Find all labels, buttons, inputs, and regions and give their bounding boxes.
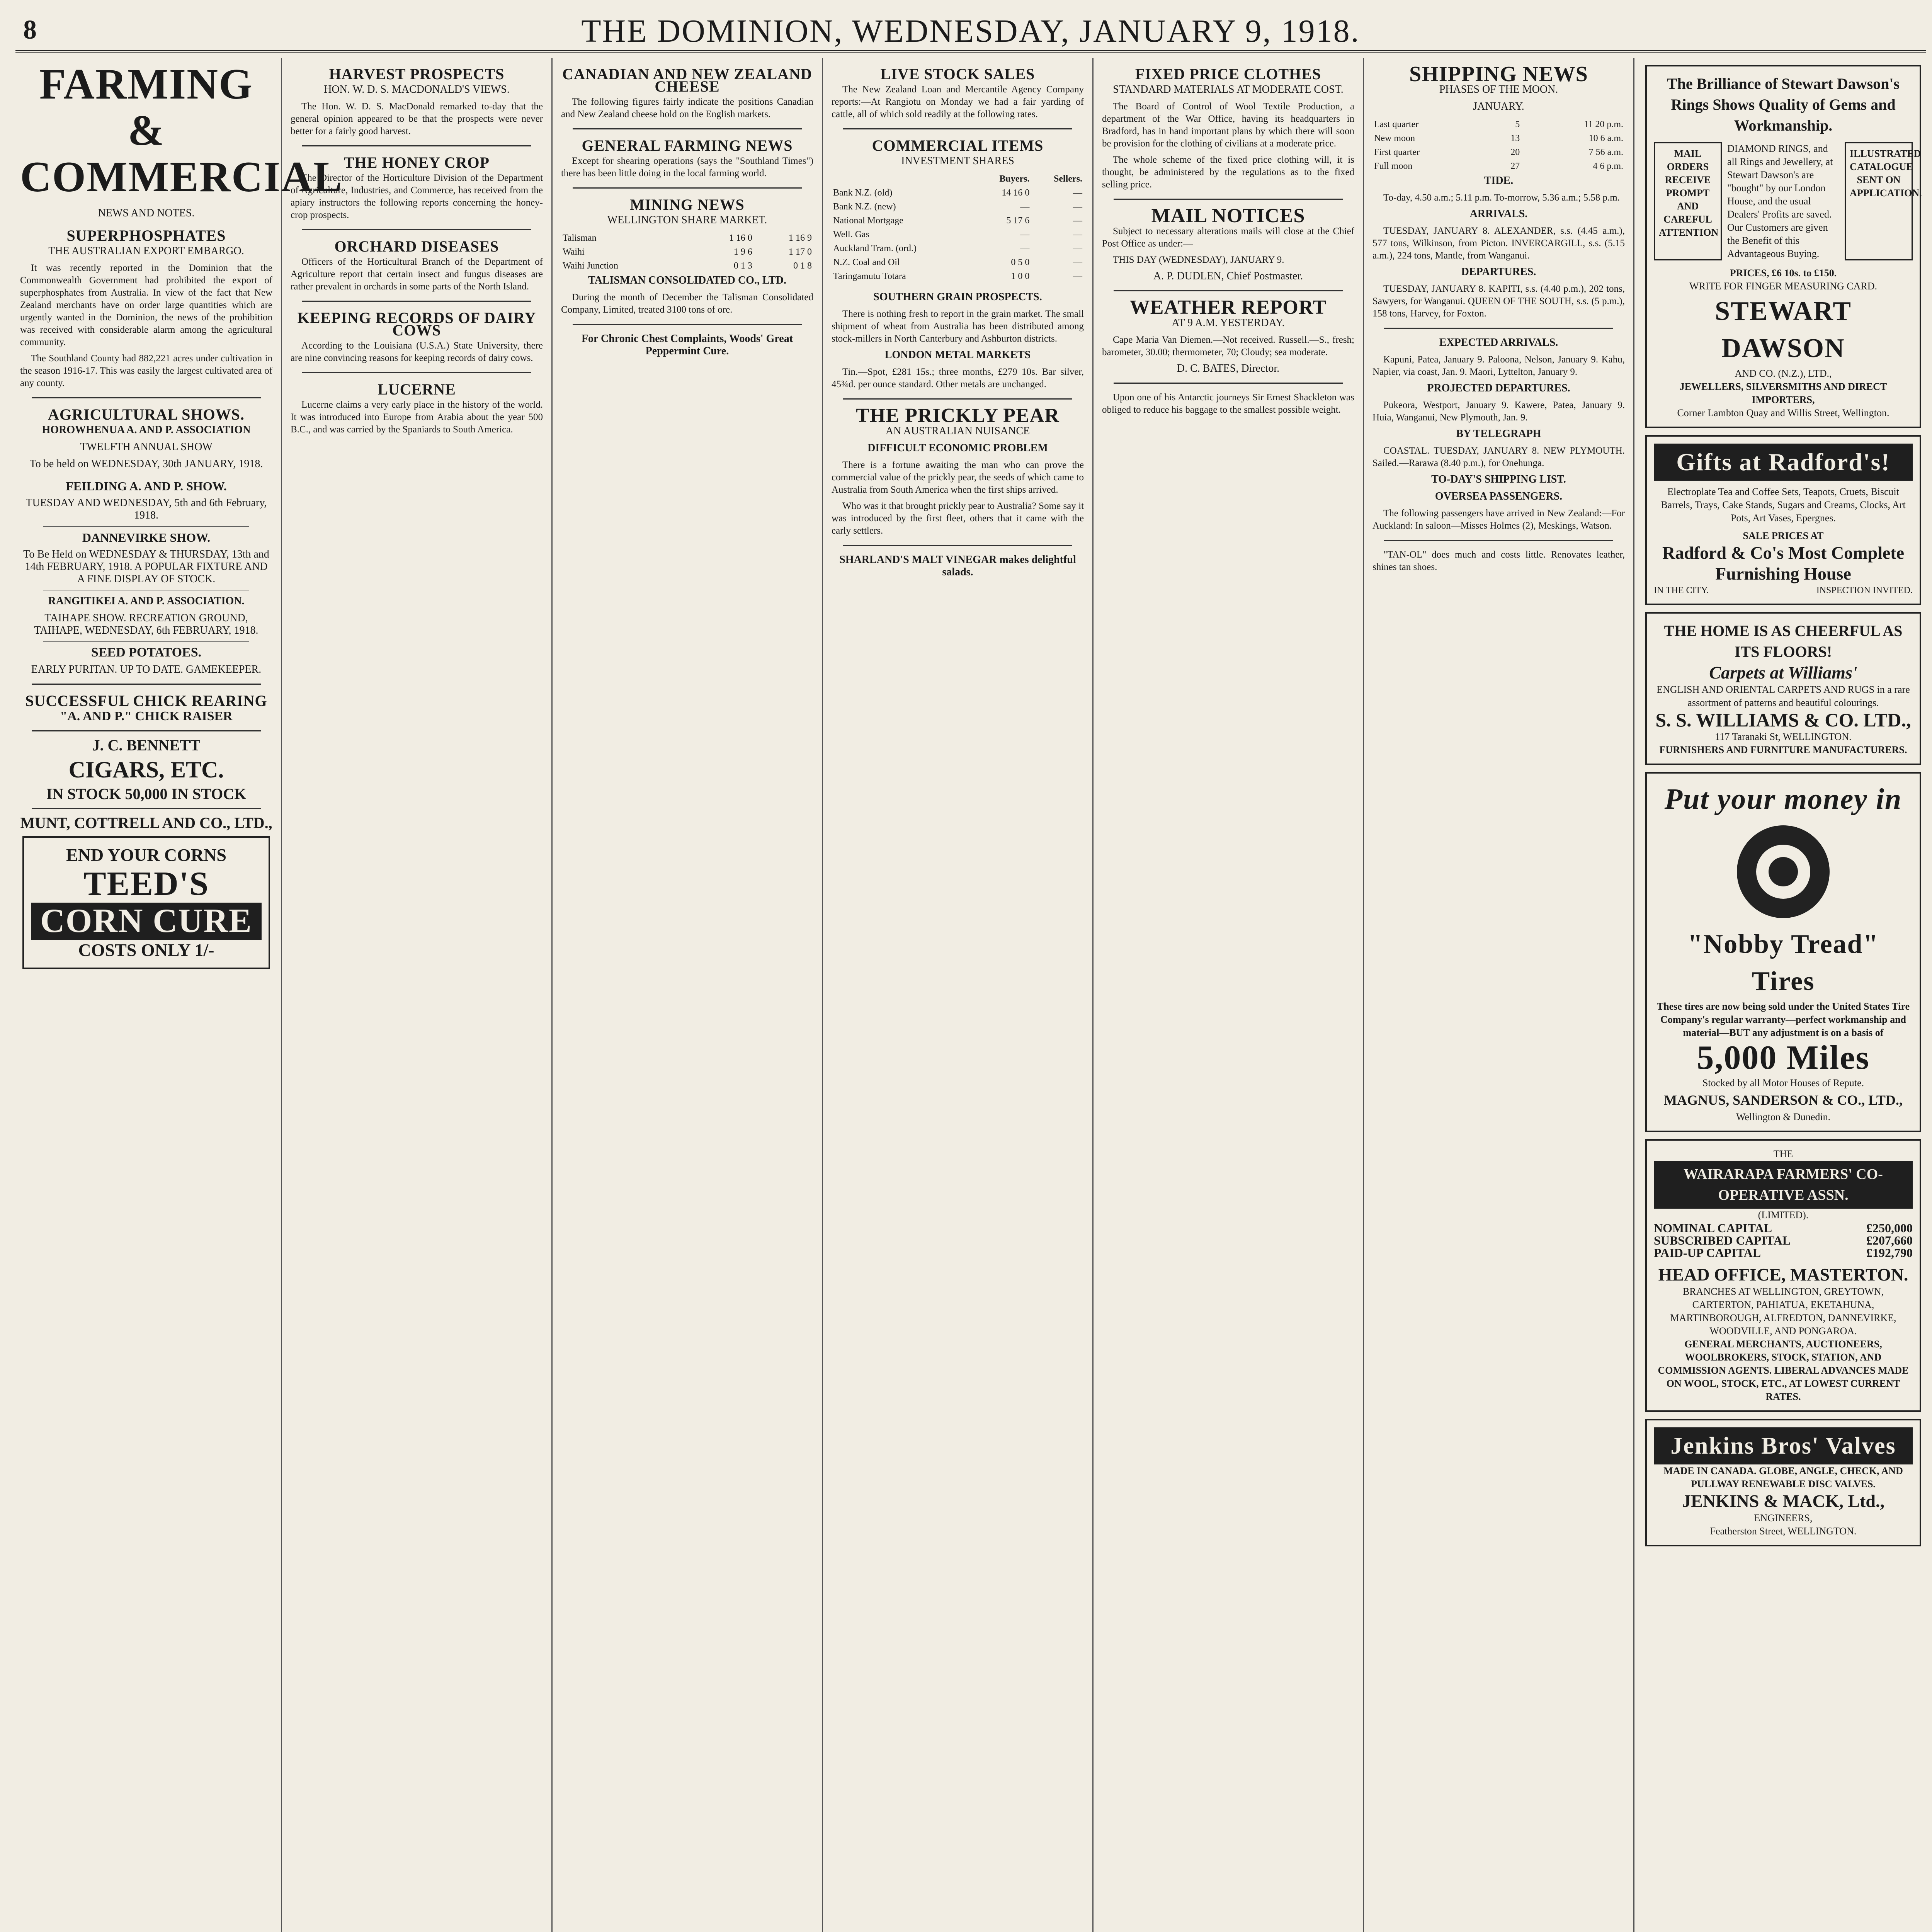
wairarapa-services: GENERAL MERCHANTS, AUCTIONEERS, WOOLBROKERS, STOCK, STATION, AND COMMISSION AGENTS. LIBERAL ADVANCES MADE ON WOOL, STOCK, ETC., AT LOWEST CURRENT RATES.: [1658, 1338, 1909, 1402]
stewart-dawson-ad: [1645, 65, 1921, 428]
livestock-paragraph: The New Zealand Loan and Mercantile Agency Company reports:—At Rangiotu on Monday we had a fair yarding of cattle, all of which sold readily at the following rates.: [832, 84, 1084, 119]
show-text: TUESDAY AND WEDNESDAY, 5th and 6th February, 1918.: [26, 497, 267, 521]
column-advertisements: [1634, 58, 1932, 1932]
mining-sellers: 1 16 9: [789, 233, 812, 243]
column-header: Buyers.: [999, 174, 1030, 184]
column-header: Sellers.: [1054, 174, 1082, 184]
honey-heading: THE HONEY CROP: [344, 154, 490, 171]
share-sellers: —: [1073, 271, 1082, 281]
divider: [1114, 199, 1343, 200]
table-row: [832, 269, 1084, 283]
livestock-heading: LIVE STOCK SALES: [880, 65, 1035, 83]
newspaper-title: THE DOMINION, WEDNESDAY, JANUARY 9, 1918.: [581, 13, 1360, 49]
dawson-text: DIAMOND RINGS, and all Rings and Jewellery, at Stewart Dawson's are "bought" by our London House, and the usual Dealers' Profits are saved. Our Customers are given the Benefit of this Advantageous Buying.: [1727, 143, 1833, 259]
harvest-heading: HARVEST PROSPECTS: [329, 65, 505, 83]
show-text: To be held on WEDNESDAY, 30th JANUARY, 1918.: [29, 458, 263, 470]
share-sellers: —: [1073, 202, 1082, 212]
divider: [43, 641, 249, 642]
table-row: [1372, 117, 1625, 131]
jenkins-text: MADE IN CANADA. GLOBE, ANGLE, CHECK, AND PULLWAY RENEWABLE DISC VALVES.: [1663, 1465, 1903, 1490]
tire-text: These tires are now being sold under the United States Tire Company's regular warranty—perfect workmanship and material—BUT any adjustment is on a basis of: [1656, 1001, 1910, 1038]
passengers-heading: OVERSEA PASSENGERS.: [1435, 490, 1563, 502]
records-heading: KEEPING RECORDS OF DAIRY COWS: [297, 309, 536, 339]
moon-month: JANUARY.: [1473, 100, 1524, 112]
moon-day: 20: [1510, 147, 1520, 157]
grain-paragraph: There is nothing fresh to report in the grain market. The small shipment of wheat from Australia has been distributed among stock-millers in North Canterbury and Ashburton districts.: [832, 309, 1084, 344]
shackleton-paragraph: Upon one of his Antarctic journeys Sir Ernest Shackleton was obliged to reduce his baggage to the smallest possible weight.: [1102, 392, 1354, 415]
column-cheese: [553, 58, 823, 1932]
dawson-mail-orders: MAIL ORDERS RECEIVE PROMPT AND CAREFUL ATTENTION: [1654, 142, 1722, 260]
records-paragraph: According to the Louisiana (U.S.A.) State University, there are nine convincing reasons for keeping records of dairy cows.: [291, 340, 543, 363]
projected-heading: PROJECTED DEPARTURES.: [1427, 382, 1570, 394]
share-sellers: —: [1073, 257, 1082, 267]
corn-heading: END YOUR CORNS: [66, 845, 226, 865]
mining-name: Waihi Junction: [563, 261, 619, 271]
share-name: Bank N.Z. (old): [833, 188, 893, 198]
dawson-catalogue: ILLUSTRATED CATALOGUE SENT ON APPLICATION.: [1845, 142, 1913, 260]
column-shipping: [1364, 58, 1634, 1932]
pear-subheading-2: DIFFICULT ECONOMIC PROBLEM: [867, 442, 1048, 454]
shipping-heading: SHIPPING NEWS: [1409, 62, 1588, 86]
harvest-subheading: HON. W. D. S. MACDONALD'S VIEWS.: [324, 83, 510, 95]
radford-sale: SALE PRICES AT: [1743, 530, 1824, 541]
moon-heading: PHASES OF THE MOON.: [1439, 83, 1558, 95]
mining-name: Waihi: [563, 247, 585, 257]
tire-stock: Stocked by all Motor Houses of Repute.: [1702, 1077, 1864, 1088]
mining-sellers: 1 17 0: [789, 247, 812, 257]
seed-text: EARLY PURITAN. UP TO DATE. GAMEKEEPER.: [31, 663, 262, 675]
share-sellers: —: [1073, 230, 1082, 240]
weather-heading: WEATHER REPORT: [1129, 296, 1327, 318]
column-clothes: [1094, 58, 1364, 1932]
chick-brand: "A. AND P." CHICK RAISER: [60, 709, 233, 723]
capital-value: £207,660: [1866, 1233, 1913, 1247]
mail-heading: MAIL NOTICES: [1151, 205, 1305, 227]
radford-inspection: INSPECTION INVITED.: [1816, 585, 1913, 595]
nobby-tread-ad: [1645, 772, 1921, 1132]
table-header-row: [832, 172, 1084, 186]
masthead: [15, 8, 1926, 53]
divider: [32, 730, 261, 731]
moon-time: 7 56 a.m.: [1588, 147, 1623, 157]
farming-heading: GENERAL FARMING NEWS: [582, 137, 793, 154]
dawson-prices: PRICES, £6 10s. to £150.: [1730, 267, 1837, 279]
column-livestock: [823, 58, 1094, 1932]
share-name: Bank N.Z. (new): [833, 202, 896, 212]
show-title: FEILDING A. AND P. SHOW.: [66, 479, 227, 493]
capital-label: SUBSCRIBED CAPITAL: [1654, 1233, 1791, 1247]
column-harvest: [282, 58, 553, 1932]
jenkins-title: Jenkins Bros' Valves: [1654, 1427, 1913, 1464]
dawson-address: Corner Lambton Quay and Willis Street, Wellington.: [1677, 407, 1889, 418]
tire-miles: 5,000 Miles: [1697, 1039, 1870, 1077]
wairarapa-office: HEAD OFFICE, MASTERTON.: [1658, 1265, 1908, 1284]
williams-heading: THE HOME IS AS CHEERFUL AS ITS FLOORS!: [1664, 622, 1903, 660]
share-name: N.Z. Coal and Oil: [833, 257, 900, 267]
metal-heading: LONDON METAL MARKETS: [884, 349, 1031, 361]
divider: [1114, 383, 1343, 384]
cheese-paragraph: The following figures fairly indicate the positions Canadian and New Zealand cheese hold on the English markets.: [561, 97, 813, 119]
tire-heading: Put your money in: [1664, 783, 1902, 815]
divider: [843, 545, 1072, 546]
page-number: 8: [23, 15, 37, 45]
williams-subheading: Carpets at Williams': [1709, 663, 1857, 682]
jenkins-trade: ENGINEERS,: [1754, 1512, 1813, 1524]
share-buyers: 1 0 0: [1011, 271, 1030, 281]
orchard-paragraph: Officers of the Horticultural Branch of the Department of Agriculture report that certain insect and fungus diseases are rather prevalent in orchards in some parts of the North Island.: [291, 257, 543, 292]
moon-phase: New moon: [1374, 133, 1415, 143]
telegraph-heading: BY TELEGRAPH: [1456, 428, 1541, 440]
divider: [32, 684, 261, 685]
wairarapa-ad: [1645, 1139, 1921, 1412]
moon-day: 27: [1510, 161, 1520, 171]
table-row: [1372, 145, 1625, 159]
corn-price: COSTS ONLY 1/-: [78, 940, 214, 960]
expected-text: Kapuni, Patea, January 9. Paloona, Nelson, January 9. Kahu, Napier, via coast, Jan. 9. Maori, Lyttelton, January 9.: [1372, 354, 1625, 377]
clothes-paragraph: The Board of Control of Wool Textile Production, a department of the War Office, having its headquarters in Bradford, has in hand important plans by which there will soon be provision for the clothing of civilians at a moderate price.: [1102, 101, 1354, 149]
moon-phase: First quarter: [1374, 147, 1420, 157]
show-text: TAIHAPE SHOW. RECREATION GROUND, TAIHAPE, WEDNESDAY, 6th FEBRUARY, 1918.: [34, 612, 259, 636]
lucerne-paragraph: Lucerne claims a very early place in the history of the world. It was introduced into Europe from Arabia about the year 500 B.C., and was carried by the Spaniards to South America.: [291, 400, 543, 435]
share-buyers: 5 17 6: [1006, 216, 1030, 226]
share-buyers: —: [1020, 243, 1030, 253]
divider: [32, 808, 261, 809]
moon-time: 10 6 a.m.: [1588, 133, 1623, 143]
share-name: Well. Gas: [833, 230, 870, 240]
super-subheading: THE AUSTRALIAN EXPORT EMBARGO.: [48, 245, 244, 257]
mining-sellers: 0 1 8: [793, 261, 812, 271]
share-buyers: —: [1020, 230, 1030, 240]
projected-text: Pukeora, Westport, January 9. Kawere, Patea, January 9. Huia, Wanganui, New Plymouth, Jan. 9.: [1372, 400, 1625, 423]
divider: [302, 372, 531, 373]
moon-phase: Last quarter: [1374, 119, 1419, 129]
cigar-stock: IN STOCK 50,000 IN STOCK: [46, 785, 247, 803]
super-paragraph: It was recently reported in the Dominion that the Commonwealth Government had prohibited the export of superphosphates from Australia. In view of the fact that New Zealand merchants have on order large quantities which are urgently wanted in the Dominion, the news of the prohibition was received with considerable alarm among the agricultural community.: [20, 263, 272, 347]
shares-table: [832, 172, 1084, 283]
mining-buyers: 1 9 6: [733, 247, 752, 257]
moon-day: 5: [1515, 119, 1520, 129]
grain-heading: SOUTHERN GRAIN PROSPECTS.: [873, 291, 1042, 303]
tire-icon: [1733, 821, 1833, 922]
moon-table: [1372, 117, 1625, 173]
tire-city: Wellington & Dunedin.: [1736, 1111, 1831, 1122]
super-paragraph: The Southland County had 882,221 acres under cultivation in the season 1916-17. This was easily the largest cultivated area of any county.: [20, 353, 272, 388]
capital-label: PAID-UP CAPITAL: [1654, 1246, 1761, 1260]
arrivals-heading: ARRIVALS.: [1469, 208, 1528, 220]
share-sellers: —: [1073, 243, 1082, 253]
mail-paragraph: Subject to necessary alterations mails will close at the Chief Post Office as under:—: [1102, 226, 1354, 249]
column-farming: [12, 58, 343, 1932]
mining-subheading: WELLINGTON SHARE MARKET.: [607, 214, 767, 226]
table-row: [832, 228, 1084, 242]
weather-subheading: AT 9 A.M. YESTERDAY.: [1172, 317, 1285, 329]
tire-agents: MAGNUS, SANDERSON & CO., LTD.,: [1664, 1092, 1903, 1108]
jenkins-address: Featherston Street, WELLINGTON.: [1710, 1526, 1857, 1537]
williams-trade: FURNISHERS AND FURNITURE MANUFACTURERS.: [1659, 744, 1907, 755]
weather-paragraph: Cape Maria Van Diemen.—Not received. Russell.—S., fresh; barometer, 30.00; thermometer, 70; Cloudy; sea moderate.: [1102, 335, 1354, 357]
dawson-name: STEWART DAWSON: [1715, 296, 1852, 363]
show-subtitle: TWELFTH ANNUAL SHOW: [80, 441, 213, 453]
show-title: DANNEVIRKE SHOW.: [82, 531, 211, 544]
capital-value: £250,000: [1866, 1221, 1913, 1235]
wairarapa-limited: (LIMITED).: [1758, 1209, 1809, 1221]
farming-paragraph: Except for shearing operations (says the "Southland Times") there has been little doing in the local farming world.: [561, 156, 813, 179]
mining-table: [561, 231, 813, 273]
clothes-subheading: STANDARD MATERIALS AT MODERATE COST.: [1113, 83, 1344, 95]
table-row: [832, 186, 1084, 200]
table-row: [1372, 159, 1625, 173]
divider: [843, 128, 1072, 129]
vinegar-note: SHARLAND'S MALT VINEGAR makes delightful salads.: [839, 554, 1076, 578]
table-row: [832, 200, 1084, 214]
divider: [573, 128, 802, 129]
wairarapa-branches: BRANCHES AT WELLINGTON, GREYTOWN, CARTERTON, PAHIATUA, EKETAHUNA, MARTINBOROUGH, ALFREDTON, DANNEVIRKE, WOODVILLE, AND PONGAROA.: [1670, 1286, 1896, 1337]
weather-signature: D. C. BATES, Director.: [1177, 362, 1280, 374]
tan-ol-notice: "TAN-OL" does much and costs little. Renovates leather, shines tan shoes.: [1372, 549, 1625, 572]
mining-heading: MINING NEWS: [630, 196, 745, 213]
shows-heading: AGRICULTURAL SHOWS.: [48, 406, 245, 423]
share-name: National Mortgage: [833, 216, 903, 226]
share-name: Auckland Tram. (ord.): [833, 243, 917, 253]
telegraph-text: COASTAL. TUESDAY, JANUARY 8. NEW PLYMOUTH. Sailed.—Rarawa (8.40 p.m.), for Onehunga.: [1372, 446, 1625, 468]
talisman-paragraph: During the month of December the Talisman Consolidated Company, Limited, treated 3100 tons of ore.: [561, 292, 813, 315]
honey-paragraph: The Director of the Horticulture Division of the Department of Agriculture, Industries, and Commerce, has received from the apiary instructors the following reports concerning the honey-crop prospects.: [291, 173, 543, 220]
orchard-heading: ORCHARD DISEASES: [334, 238, 499, 255]
table-row: [561, 231, 813, 245]
divider: [302, 229, 531, 230]
share-name: Taringamutu Totara: [833, 271, 906, 281]
seed-title: SEED POTATOES.: [91, 645, 202, 660]
pepper-note: For Chronic Chest Complaints, Woods' Great Peppermint Cure.: [581, 333, 793, 357]
departures-heading: DEPARTURES.: [1461, 266, 1536, 278]
divider: [1384, 540, 1613, 541]
share-buyers: 14 16 0: [1002, 188, 1030, 198]
pear-heading: THE PRICKLY PEAR: [856, 405, 1060, 427]
mining-name: Talisman: [563, 233, 597, 243]
radford-text: Electroplate Tea and Coffee Sets, Teapots, Cruets, Biscuit Barrels, Trays, Cake Stands, Sugars and Creams, Clocks, Art Pots, Art Vases, Epergnes.: [1661, 486, 1906, 524]
section-title: FARMING & COMMERCIAL: [20, 60, 343, 201]
mail-signature: A. P. DUDLEN, Chief Postmaster.: [1153, 270, 1303, 282]
metal-paragraph: Tin.—Spot, £281 15s.; three months, £279 10s. Bar silver, 45¾d. per ounce standard. Other metals are unchanged.: [832, 367, 1084, 389]
divider: [43, 526, 249, 527]
passengers-text: The following passengers have arrived in New Zealand:—For Auckland: In saloon—Misses Holmes (2), Meskings, Watson.: [1372, 508, 1625, 531]
cheese-heading: CANADIAN AND NEW ZEALAND CHEESE: [562, 65, 812, 95]
chick-heading: SUCCESSFUL CHICK REARING: [25, 692, 267, 709]
dawson-title: The Brilliance of Stewart Dawson's Rings Shows Quality of Gems and Workmanship.: [1667, 75, 1900, 134]
arrivals-text: TUESDAY, JANUARY 8. ALEXANDER, s.s. (4.45 a.m.), 577 tons, Wilkinson, from Picton. INVERCARGILL, s.s. (5.15 a.m.), 224 tons, Mantle, from Wanganui.: [1372, 226, 1625, 261]
divider: [573, 187, 802, 189]
table-row: [832, 255, 1084, 269]
mining-buyers: 1 16 0: [729, 233, 752, 243]
wairarapa-name: WAIRARAPA FARMERS' CO-OPERATIVE ASSN.: [1654, 1161, 1913, 1209]
divider: [32, 397, 261, 398]
jenkins-ad: [1645, 1419, 1921, 1546]
share-buyers: —: [1020, 202, 1030, 212]
pear-paragraph: There is a fortune awaiting the man who can prove the commercial value of the prickly pear, the seeds of which came to Australia from South America when the first ships arrived.: [832, 460, 1084, 495]
tire-brand: "Nobby Tread" Tires: [1687, 929, 1879, 996]
table-row: [561, 245, 813, 259]
mail-paragraph: THIS DAY (WEDNESDAY), JANUARY 9.: [1113, 255, 1284, 265]
munt-name: MUNT, COTTRELL AND CO., LTD.,: [20, 814, 272, 832]
cigar-heading: CIGARS, ETC.: [68, 757, 224, 782]
divider: [1384, 328, 1613, 329]
commercial-heading: COMMERCIAL ITEMS: [872, 137, 1044, 154]
divider: [302, 301, 531, 302]
capital-label: NOMINAL CAPITAL: [1654, 1221, 1772, 1235]
capital-value: £192,790: [1866, 1246, 1913, 1260]
cigar-merchant: J. C. BENNETT: [92, 736, 201, 754]
show-title: HOROWHENUA A. AND P. ASSOCIATION: [42, 424, 251, 436]
expected-heading: EXPECTED ARRIVALS.: [1439, 337, 1558, 349]
moon-phase: Full moon: [1374, 161, 1413, 171]
williams-name: S. S. WILLIAMS & CO. LTD.,: [1655, 709, 1911, 731]
moon-time: 11 20 p.m.: [1584, 119, 1623, 129]
table-row: [1372, 131, 1625, 145]
wairarapa-the: THE: [1773, 1148, 1793, 1160]
pear-paragraph: Who was it that brought prickly pear to Australia? Some say it was introduced by the first fleet, others that it came with the early settlers.: [832, 501, 1084, 536]
corn-cure-ad: [22, 836, 270, 969]
shares-subheading: INVESTMENT SHARES: [901, 155, 1014, 167]
show-title: RANGITIKEI A. AND P. ASSOCIATION.: [48, 595, 245, 607]
dawson-company: AND CO. (N.Z.), LTD.,: [1735, 368, 1832, 379]
lucerne-heading: LUCERNE: [378, 381, 456, 398]
williams-text: ENGLISH AND ORIENTAL CARPETS AND RUGS in a rare assortment of patterns and beautiful colourings.: [1656, 684, 1910, 708]
williams-address: 117 Taranaki St, WELLINGTON.: [1715, 731, 1852, 742]
jenkins-agents: JENKINS & MACK, Ltd.,: [1682, 1491, 1884, 1511]
pear-subheading: AN AUSTRALIAN NUISANCE: [885, 425, 1030, 437]
tide-text: To-day, 4.50 a.m.; 5.11 p.m. To-morrow, 5.36 a.m.; 5.58 p.m.: [1383, 192, 1620, 203]
shipping-list-heading: TO-DAY'S SHIPPING LIST.: [1431, 473, 1566, 485]
radford-ad: [1645, 435, 1921, 605]
divider: [302, 145, 531, 146]
divider: [573, 324, 802, 325]
clothes-paragraph: The whole scheme of the fixed price clothing will, it is thought, be administered by the regulations as to the fixed selling price.: [1102, 155, 1354, 190]
departures-text: TUESDAY, JANUARY 8. KAPITI, s.s. (4.40 p.m.), 202 tons, Sawyers, for Wanganui. QUEEN OF THE SOUTH, s.s. (5 p.m.), 158 tons, Harvey, for Foxton.: [1372, 284, 1625, 319]
radford-city: IN THE CITY.: [1654, 585, 1709, 595]
moon-day: 13: [1510, 133, 1520, 143]
divider: [843, 398, 1072, 400]
table-row: [832, 214, 1084, 228]
clothes-heading: FIXED PRICE CLOTHES: [1135, 65, 1321, 83]
corn-brand: TEED'S: [83, 865, 209, 903]
talisman-heading: TALISMAN CONSOLIDATED CO., LTD.: [588, 274, 786, 286]
radford-title: Gifts at Radford's!: [1654, 444, 1913, 481]
super-heading: SUPERPHOSPHATES: [66, 227, 226, 244]
moon-time: 4 6 p.m.: [1593, 161, 1623, 171]
divider: [1114, 290, 1343, 291]
williams-ad: [1645, 612, 1921, 765]
dawson-write: WRITE FOR FINGER MEASURING CARD.: [1689, 281, 1878, 292]
dawson-trade: JEWELLERS, SILVERSMITHS AND DIRECT IMPORTERS,: [1679, 381, 1887, 405]
show-text: To Be Held on WEDNESDAY & THURSDAY, 13th and 14th FEBRUARY, 1918. A POPULAR FIXTURE AND A FINE DISPLAY OF STOCK.: [23, 548, 269, 585]
share-sellers: —: [1073, 188, 1082, 198]
table-row: [561, 259, 813, 273]
tide-heading: TIDE.: [1484, 175, 1514, 187]
share-sellers: —: [1073, 216, 1082, 226]
radford-house: Radford & Co's Most Complete Furnishing House: [1662, 543, 1905, 583]
share-buyers: 0 5 0: [1011, 257, 1030, 267]
corn-product: CORN CURE: [31, 903, 262, 940]
table-row: [832, 242, 1084, 255]
section-kicker: NEWS AND NOTES.: [98, 207, 195, 219]
mining-buyers: 0 1 3: [733, 261, 752, 271]
harvest-paragraph: The Hon. W. D. S. MacDonald remarked to-day that the general opinion appeared to be that the prospects were never better for a fairly good harvest.: [291, 101, 543, 136]
